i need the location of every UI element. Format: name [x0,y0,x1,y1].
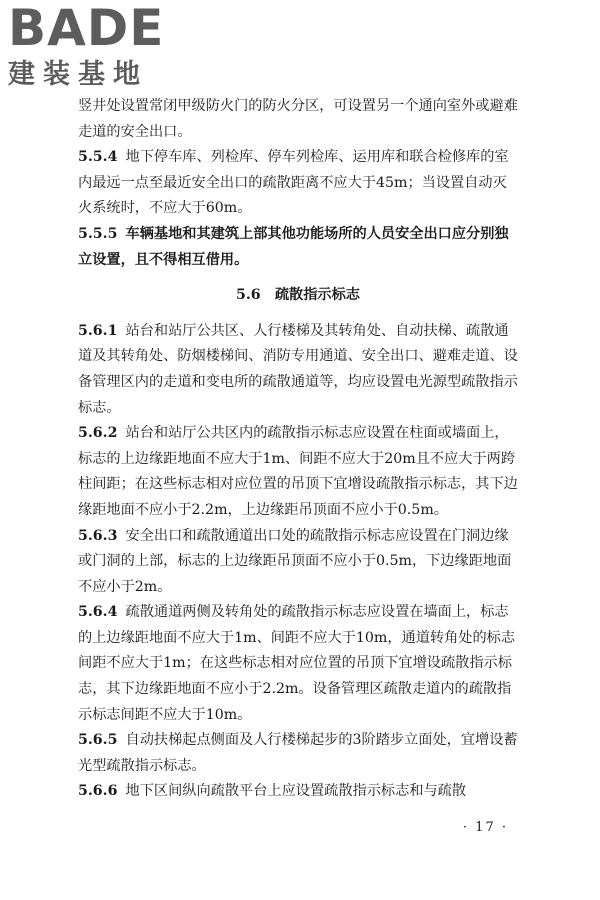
clause-text: 自动扶梯起点侧面及人行楼梯起步的3阶踏步立面处，宜增设蓄光型疏散指示标志。 [78,732,518,774]
clause-number: 5.6.6 [78,783,118,800]
paragraph-text: 竖井处设置常闭甲级防火门的防火分区，可设置另一个通向室外或避难走道的安全出口。 [78,98,518,140]
document-body [78,94,518,805]
clause-5-6-2 [78,421,518,523]
page-number: · 17 · [462,820,508,835]
clause-number: 5.6.1 [78,322,118,339]
clause-5-6-1 [78,319,518,421]
clause-text: 疏散通道两侧及转角处的疏散指示标志应设置在墙面上，标志的上边缘距地面不应大于1m、间距不应大于10m，通道转角处的标志间距不应大于1m；在这些标志相对应位置的吊顶下宜增设疏散指示标志，其下边缘距地面不应小于2.2m。设备管理区疏散走道内的疏散指示标志间距不应大于10m。 [78,604,516,723]
clause-number: 5.6.3 [78,527,118,544]
logo [8,2,178,92]
clause-5-6-5 [78,728,518,779]
clause-number: 5.6.5 [78,732,118,749]
clause-number: 5.5.4 [78,149,118,166]
clause-text: 站台和站厅公共区内的疏散指示标志应设置在柱面或墙面上，标志的上边缘距地面不应大于1m、间距不应大于20m且不应大于两跨柱间距；在这些标志相对应位置的吊顶下宜增设疏散指示标志，其下边缘距地面不应小于2.2m，上边缘距吊顶面不应小于0.5m。 [78,425,518,518]
clause-5-5-4 [78,145,518,222]
clause-text: 车辆基地和其建筑上部其他功能场所的人员安全出口应分别独立设置，且不得相互借用。 [78,225,509,268]
clause-number: 5.6.4 [78,604,118,621]
clause-5-6-3 [78,524,518,601]
clause-5-6-4 [78,600,518,728]
clause-number: 5.5.5 [78,225,118,242]
logo-subtitle: 建装基地 [8,59,148,90]
clause-5-6-6 [78,779,518,805]
section-heading: 5.6 疏散指示标志 [236,287,360,304]
clause-number: 5.6.2 [78,425,118,442]
clause-text: 地下停车库、列检库、停车列检库、运用库和联合检修库的室内最远一点至最近安全出口的疏散距离不应大于45m；当设置自动灭火系统时，不应大于60m。 [78,149,509,217]
clause-text: 地下区间纵向疏散平台上应设置疏散指示标志和与疏散 [125,783,467,800]
clause-text: 站台和站厅公共区、人行楼梯及其转角处、自动扶梯、疏散通道及其转角处、防烟楼梯间、消防专用通道、安全出口、避难走道、设备管理区内的走道和变电所的疏散通道等，均应设置电光源型疏散指示标志。 [78,322,518,416]
logo-wordmark: BADE [8,0,165,57]
clause-5-5-5 [78,222,518,273]
clause-text: 安全出口和疏散通道出口处的疏散指示标志应设置在门洞边缘或门洞的上部，标志的上边缘距吊顶面不应小于0.5m，下边缘距地面不应小于2m。 [78,527,512,595]
paragraph [78,94,518,145]
